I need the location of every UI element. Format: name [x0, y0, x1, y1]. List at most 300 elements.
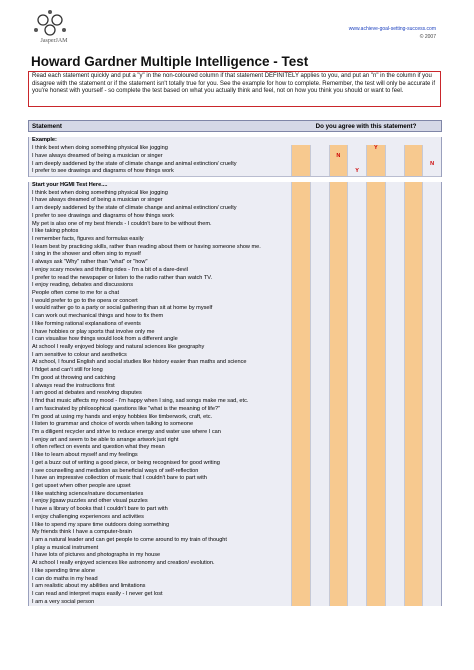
answer-cell[interactable] — [310, 297, 329, 305]
answer-cell — [404, 390, 423, 398]
answer-cell[interactable] — [422, 251, 441, 259]
answer-cell[interactable] — [310, 189, 329, 197]
answer-cell[interactable] — [347, 498, 366, 506]
answer-cell[interactable] — [385, 436, 404, 444]
answer-cell[interactable] — [385, 351, 404, 359]
answer-cell[interactable] — [422, 429, 441, 437]
answer-cell[interactable] — [347, 390, 366, 398]
answer-cells — [291, 560, 441, 568]
answer-cells — [291, 259, 441, 267]
answer-cell[interactable] — [422, 498, 441, 506]
answer-cell — [291, 467, 310, 475]
answer-cell[interactable] — [310, 305, 329, 313]
answer-cell[interactable] — [385, 382, 404, 390]
answer-cell[interactable] — [347, 220, 366, 228]
answer-cell[interactable] — [347, 429, 366, 437]
answer-cell[interactable] — [422, 467, 441, 475]
answer-cell[interactable] — [385, 591, 404, 599]
answer-cell[interactable] — [347, 259, 366, 267]
answer-cell[interactable] — [310, 560, 329, 568]
answer-cell[interactable] — [385, 398, 404, 406]
answer-cell[interactable] — [310, 328, 329, 336]
answer-cell[interactable] — [422, 359, 441, 367]
answer-cell[interactable] — [422, 297, 441, 305]
answer-cell[interactable] — [385, 274, 404, 282]
answer-cell[interactable] — [422, 375, 441, 383]
answer-cell[interactable] — [422, 274, 441, 282]
answer-cell[interactable] — [310, 575, 329, 583]
answer-cell[interactable] — [310, 382, 329, 390]
table-row — [29, 552, 441, 560]
answer-cell — [366, 290, 385, 298]
answer-cell — [329, 145, 348, 153]
answer-cell[interactable] — [347, 459, 366, 467]
answer-cell — [404, 236, 423, 244]
answer-cells — [291, 375, 441, 383]
answer-cell[interactable] — [422, 444, 441, 452]
answer-cell[interactable] — [385, 506, 404, 514]
answer-cell[interactable] — [310, 490, 329, 498]
answer-cells — [291, 189, 441, 197]
answer-cell[interactable] — [385, 444, 404, 452]
answer-cell[interactable] — [347, 197, 366, 205]
table-row — [29, 189, 441, 197]
answer-cell[interactable] — [347, 290, 366, 298]
answer-cell[interactable] — [422, 598, 441, 606]
answer-cell[interactable] — [385, 328, 404, 336]
answer-cell[interactable] — [310, 282, 329, 290]
statement-text: I am realistic about my abilities and limitations — [32, 583, 146, 590]
answer-cell[interactable] — [385, 544, 404, 552]
answer-cell[interactable] — [347, 552, 366, 560]
answer-cell[interactable] — [385, 251, 404, 259]
answer-cell[interactable] — [385, 189, 404, 197]
answer-cell[interactable] — [422, 382, 441, 390]
answer-cell[interactable] — [385, 212, 404, 220]
answer-cell[interactable] — [385, 490, 404, 498]
answer-cell[interactable] — [347, 375, 366, 383]
answer-cell — [404, 189, 423, 197]
answer-cell[interactable] — [385, 475, 404, 483]
answer-cell[interactable] — [347, 413, 366, 421]
answer-cell[interactable] — [310, 436, 329, 444]
answer-cell[interactable] — [385, 267, 404, 275]
answer-cell — [404, 351, 423, 359]
answer-cell[interactable] — [310, 228, 329, 236]
answer-cell[interactable] — [310, 267, 329, 275]
answer-cell[interactable] — [310, 351, 329, 359]
answer-cell — [404, 568, 423, 576]
answer-cell[interactable] — [347, 251, 366, 259]
answer-cell — [291, 591, 310, 599]
answer-cell[interactable] — [347, 537, 366, 545]
answer-cell — [366, 568, 385, 576]
answer-cell[interactable] — [310, 421, 329, 429]
answer-cell[interactable] — [310, 259, 329, 267]
answer-cell[interactable] — [310, 506, 329, 514]
answer-cell[interactable] — [385, 537, 404, 545]
answer-cell[interactable] — [422, 436, 441, 444]
answer-cell[interactable] — [310, 398, 329, 406]
table-row — [29, 274, 441, 282]
answer-cell[interactable] — [385, 197, 404, 205]
answer-cell — [404, 305, 423, 313]
answer-cell — [404, 514, 423, 522]
answer-cell[interactable] — [310, 529, 329, 537]
answer-cells — [291, 236, 441, 244]
answer-cell[interactable] — [385, 575, 404, 583]
statement-text: I would prefer to go to the opera or concert — [32, 297, 138, 304]
statement-text: I am sensitive to colour and aesthetics — [32, 351, 127, 358]
statement-column-header: Statement — [32, 122, 62, 130]
answer-cell[interactable] — [347, 452, 366, 460]
answer-cell[interactable] — [347, 267, 366, 275]
table-row — [29, 359, 441, 367]
answer-cell[interactable] — [310, 544, 329, 552]
answer-cell — [329, 290, 348, 298]
answer-cell[interactable] — [310, 405, 329, 413]
answer-cell — [404, 220, 423, 228]
answer-cell — [329, 313, 348, 321]
table-row — [29, 328, 441, 336]
table-row — [29, 212, 441, 220]
answer-cell[interactable] — [385, 305, 404, 313]
answer-cell[interactable] — [385, 236, 404, 244]
answer-cell[interactable] — [347, 313, 366, 321]
answer-cell — [329, 160, 348, 168]
answer-cell[interactable] — [347, 483, 366, 491]
answer-cell[interactable] — [422, 568, 441, 576]
answer-cell[interactable] — [347, 475, 366, 483]
answer-cells — [291, 274, 441, 282]
answer-cell[interactable] — [310, 274, 329, 282]
answer-cell — [329, 390, 348, 398]
answer-cell — [404, 436, 423, 444]
answer-cell[interactable] — [310, 444, 329, 452]
answer-cell[interactable] — [422, 490, 441, 498]
answer-cell[interactable] — [422, 459, 441, 467]
answer-cell[interactable] — [422, 205, 441, 213]
answer-cells — [291, 459, 441, 467]
answer-cell — [329, 544, 348, 552]
answer-cell[interactable] — [347, 514, 366, 522]
answer-cell — [291, 220, 310, 228]
answer-cell[interactable] — [422, 390, 441, 398]
answer-cell[interactable] — [347, 236, 366, 244]
answer-cell — [329, 297, 348, 305]
answer-cell[interactable] — [347, 321, 366, 329]
answer-cell[interactable] — [385, 421, 404, 429]
answer-cell[interactable] — [347, 575, 366, 583]
answer-cell[interactable] — [422, 575, 441, 583]
answer-cell[interactable] — [310, 598, 329, 606]
answer-cell[interactable] — [347, 490, 366, 498]
answer-cell[interactable] — [385, 390, 404, 398]
answer-cell[interactable] — [422, 514, 441, 522]
answer-cell[interactable] — [385, 514, 404, 522]
answer-cell[interactable] — [347, 367, 366, 375]
answer-cell[interactable] — [310, 467, 329, 475]
answer-cell[interactable] — [347, 583, 366, 591]
answer-cell[interactable] — [422, 290, 441, 298]
answer-cell[interactable] — [385, 313, 404, 321]
answer-cell[interactable] — [347, 336, 366, 344]
answer-cell[interactable] — [422, 367, 441, 375]
answer-cell[interactable] — [347, 521, 366, 529]
answer-cell[interactable] — [385, 205, 404, 213]
answer-cell[interactable] — [310, 514, 329, 522]
answer-cell[interactable] — [422, 552, 441, 560]
answer-cell[interactable] — [347, 228, 366, 236]
answer-cell[interactable] — [422, 591, 441, 599]
answer-cell[interactable] — [347, 297, 366, 305]
answer-cell[interactable] — [347, 274, 366, 282]
answer-cell[interactable] — [385, 228, 404, 236]
answer-cell — [366, 421, 385, 429]
answer-cell[interactable] — [422, 243, 441, 251]
answer-cell[interactable] — [310, 413, 329, 421]
answer-cell — [404, 529, 423, 537]
answer-cell[interactable] — [422, 537, 441, 545]
answer-cell[interactable] — [347, 359, 366, 367]
answer-cell[interactable] — [422, 452, 441, 460]
answer-cell[interactable] — [422, 236, 441, 244]
answer-cell[interactable] — [422, 344, 441, 352]
answer-cell — [366, 336, 385, 344]
answer-cell[interactable] — [422, 197, 441, 205]
answer-cell[interactable] — [422, 529, 441, 537]
answer-cell[interactable] — [385, 243, 404, 251]
answer-cell[interactable] — [422, 351, 441, 359]
answer-cell[interactable] — [310, 290, 329, 298]
answer-cell[interactable] — [347, 506, 366, 514]
answer-cell[interactable] — [347, 560, 366, 568]
answer-cell[interactable] — [347, 212, 366, 220]
statement-text: I am fascinated by philosophical questions like "what is the meaning of life?" — [32, 405, 221, 412]
answer-cell — [422, 152, 441, 160]
answer-cell[interactable] — [385, 568, 404, 576]
table-row — [29, 267, 441, 275]
answer-cell[interactable] — [385, 290, 404, 298]
answer-cell[interactable] — [385, 598, 404, 606]
answer-cell[interactable] — [310, 359, 329, 367]
answer-cell[interactable] — [422, 282, 441, 290]
answer-cell[interactable] — [347, 328, 366, 336]
answer-cell[interactable] — [422, 212, 441, 220]
answer-cell[interactable] — [385, 429, 404, 437]
answer-cell[interactable] — [347, 344, 366, 352]
answer-cell[interactable] — [310, 251, 329, 259]
answer-cell — [404, 405, 423, 413]
answer-cell[interactable] — [310, 475, 329, 483]
answer-cell[interactable] — [385, 413, 404, 421]
statement-text: I can visualise how things would look from a different angle — [32, 336, 178, 343]
answer-cell[interactable] — [422, 305, 441, 313]
answer-cell[interactable] — [347, 544, 366, 552]
answer-cell[interactable] — [422, 405, 441, 413]
answer-cell[interactable] — [422, 544, 441, 552]
answer-cell[interactable] — [422, 583, 441, 591]
answer-cell[interactable] — [347, 189, 366, 197]
answer-cell[interactable] — [310, 390, 329, 398]
statement-text: I always read the instructions first — [32, 382, 115, 389]
statement-text: I listen to grammar and choice of words when talking to someone — [32, 421, 194, 428]
answer-cell[interactable] — [347, 598, 366, 606]
answer-cell[interactable] — [310, 321, 329, 329]
answer-cell[interactable] — [310, 537, 329, 545]
answer-cell[interactable] — [310, 375, 329, 383]
answer-cell[interactable] — [385, 220, 404, 228]
answer-cell[interactable] — [385, 529, 404, 537]
answer-cell — [291, 228, 310, 236]
site-link[interactable]: www.achieve-goal-setting-success.com — [348, 26, 436, 32]
answer-cell[interactable] — [385, 367, 404, 375]
answer-cell[interactable] — [310, 336, 329, 344]
answer-cell[interactable] — [385, 359, 404, 367]
answer-cell[interactable] — [385, 344, 404, 352]
answer-cell[interactable] — [385, 259, 404, 267]
answer-cell[interactable] — [422, 560, 441, 568]
answer-cell[interactable] — [310, 313, 329, 321]
answer-cell[interactable] — [347, 421, 366, 429]
answer-cell[interactable] — [310, 367, 329, 375]
answer-cell[interactable] — [422, 328, 441, 336]
answer-cell[interactable] — [347, 467, 366, 475]
answer-cell[interactable] — [385, 583, 404, 591]
answer-cell — [291, 282, 310, 290]
answer-cell[interactable] — [385, 282, 404, 290]
statement-text: I have hobbies or play sports that involve only me — [32, 328, 155, 335]
answer-cell[interactable] — [310, 236, 329, 244]
answer-cell[interactable] — [422, 267, 441, 275]
answer-cell[interactable] — [422, 413, 441, 421]
answer-cell — [291, 421, 310, 429]
answer-cell[interactable] — [310, 220, 329, 228]
answer-cell[interactable] — [385, 297, 404, 305]
answer-cell[interactable] — [422, 475, 441, 483]
answer-cell[interactable] — [310, 521, 329, 529]
answer-cell[interactable] — [385, 336, 404, 344]
answer-cell[interactable] — [422, 313, 441, 321]
answer-cells — [291, 521, 441, 529]
table-row — [29, 390, 441, 398]
answer-cell — [366, 560, 385, 568]
answer-cell — [404, 421, 423, 429]
answer-cell[interactable] — [347, 205, 366, 213]
answer-cell[interactable] — [310, 483, 329, 491]
answer-cell[interactable] — [310, 591, 329, 599]
answer-cell[interactable] — [310, 498, 329, 506]
answer-cell[interactable] — [385, 483, 404, 491]
answer-cell[interactable] — [385, 405, 404, 413]
answer-cell[interactable] — [385, 560, 404, 568]
answer-cell[interactable] — [422, 220, 441, 228]
answer-cell[interactable] — [347, 591, 366, 599]
answer-cells — [291, 390, 441, 398]
answer-cell — [291, 251, 310, 259]
answer-cell[interactable] — [310, 459, 329, 467]
answer-cell — [329, 168, 348, 176]
answer-cell[interactable] — [310, 429, 329, 437]
answer-cell[interactable] — [347, 398, 366, 406]
answer-cell[interactable] — [385, 459, 404, 467]
answer-cell[interactable] — [422, 336, 441, 344]
answer-cell[interactable] — [422, 483, 441, 491]
answer-cell[interactable] — [422, 189, 441, 197]
answer-cell — [366, 405, 385, 413]
answer-cell — [329, 359, 348, 367]
answer-cell — [329, 344, 348, 352]
answer-cell[interactable] — [347, 444, 366, 452]
answer-cell[interactable] — [385, 467, 404, 475]
answer-cell[interactable] — [347, 405, 366, 413]
answer-cells — [291, 351, 441, 359]
answer-cell — [347, 152, 366, 160]
answer-cell — [366, 413, 385, 421]
answer-cell[interactable] — [385, 375, 404, 383]
answer-cell[interactable] — [347, 305, 366, 313]
answer-cell[interactable] — [422, 521, 441, 529]
answer-cell[interactable] — [422, 321, 441, 329]
answer-cell — [404, 575, 423, 583]
answer-cell[interactable] — [422, 228, 441, 236]
statement-text: I like spending time alone — [32, 567, 96, 574]
answer-cell[interactable] — [310, 568, 329, 576]
answer-cell — [329, 583, 348, 591]
answer-cell[interactable] — [422, 398, 441, 406]
answer-cell[interactable] — [310, 552, 329, 560]
answer-cell — [291, 182, 310, 190]
statement-text: I see counselling and mediation as beneficial ways of self-reflection — [32, 467, 199, 474]
answer-cell[interactable] — [347, 529, 366, 537]
answer-cell[interactable] — [310, 212, 329, 220]
answer-cell — [291, 336, 310, 344]
answer-cell[interactable] — [385, 321, 404, 329]
statement-text: I am a very social person — [32, 598, 95, 605]
answer-cell[interactable] — [310, 452, 329, 460]
answer-cell[interactable] — [347, 351, 366, 359]
answer-cell[interactable] — [310, 205, 329, 213]
answer-cell — [291, 575, 310, 583]
answer-cell[interactable] — [422, 259, 441, 267]
table-row — [29, 282, 441, 290]
answer-cell[interactable] — [385, 521, 404, 529]
answer-cell[interactable] — [310, 344, 329, 352]
table-row — [29, 498, 441, 506]
answer-cell[interactable] — [385, 452, 404, 460]
statement-text: I sing in the shower and often sing to myself — [32, 251, 141, 258]
answer-cell — [404, 583, 423, 591]
answer-cell[interactable] — [385, 552, 404, 560]
answer-cell[interactable] — [310, 197, 329, 205]
answer-cell[interactable] — [347, 568, 366, 576]
answer-cell[interactable] — [422, 506, 441, 514]
answer-cell[interactable] — [347, 282, 366, 290]
answer-cell[interactable] — [347, 436, 366, 444]
answer-cell[interactable] — [422, 421, 441, 429]
answer-cell — [422, 168, 441, 176]
answer-cell[interactable] — [347, 382, 366, 390]
answer-cell — [366, 359, 385, 367]
answer-cell — [329, 552, 348, 560]
answer-cell — [404, 498, 423, 506]
statement-text: At school I really enjoyed sciences like astronomy and creation/ evolution. — [32, 560, 215, 567]
answer-cell[interactable] — [310, 243, 329, 251]
answer-cell — [291, 297, 310, 305]
answer-cell[interactable] — [385, 498, 404, 506]
answer-cell[interactable] — [347, 243, 366, 251]
answer-cell[interactable] — [310, 583, 329, 591]
